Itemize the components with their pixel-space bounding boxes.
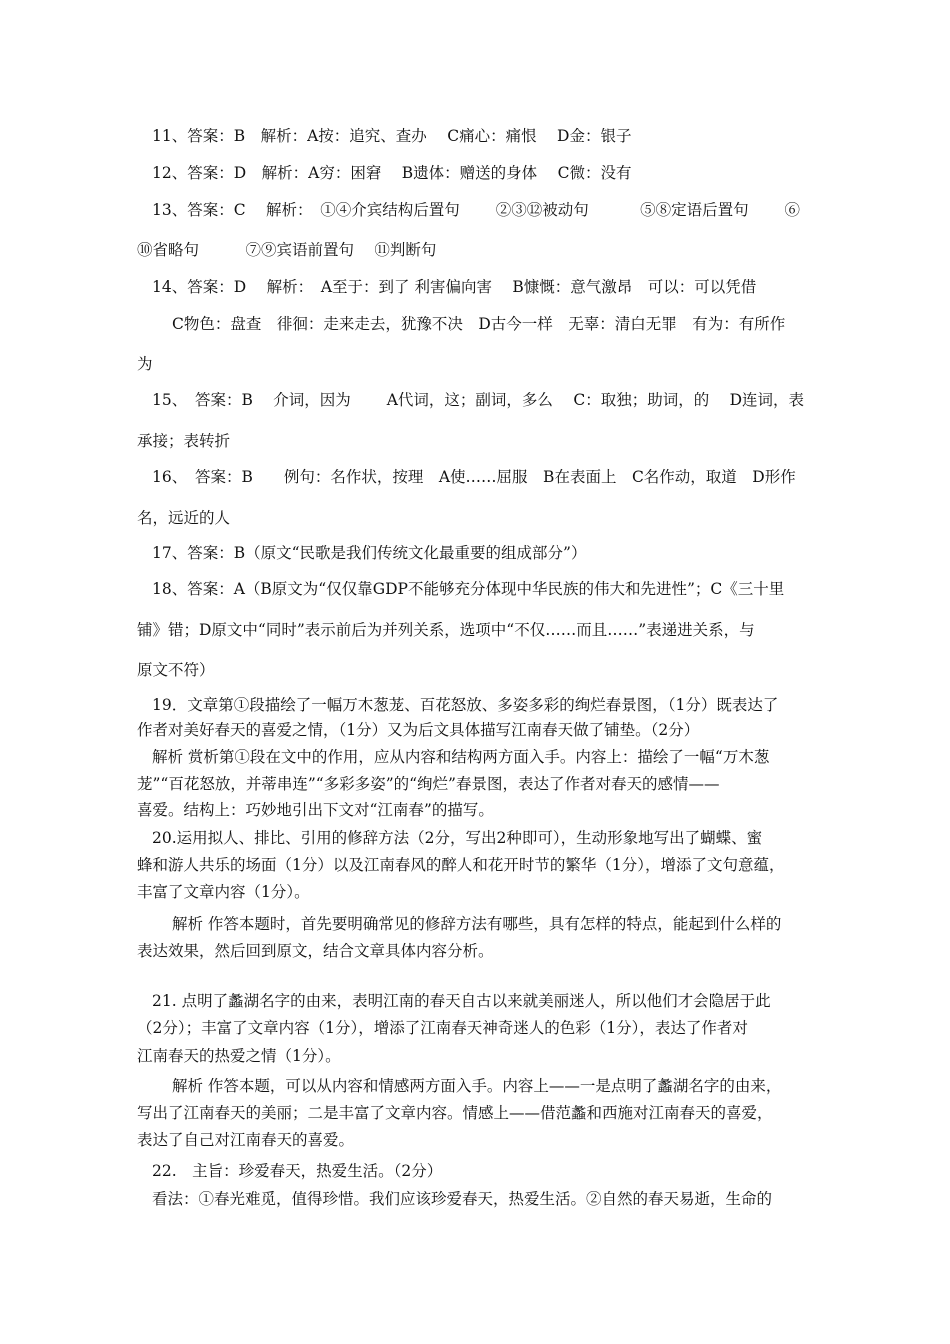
answer-13: 13、答案：C 解析： ①④介宾结构后置句 ②③⑫被动句 ⑤⑧定语后置句 ⑥ [152, 201, 801, 219]
answer-15-cont: 承接；表转折 [137, 432, 231, 450]
answer-21-cont: （2分）；丰富了文章内容（1分），增添了江南春天神奇迷人的色彩（1分），表达了作者对 [137, 1019, 748, 1037]
answer-18-cont: 原文不符） [137, 661, 215, 679]
answer-16: 16、 答案：B 例句：名作状，按理 A使……屈服 B在表面上 C名作动，取道 D形作 [152, 468, 796, 486]
analysis-19-cont: 喜爱。结构上：巧妙地引出下文对“江南春”的描写。 [137, 801, 494, 819]
analysis-19: 解析 赏析第①段在文中的作用，应从内容和结构两方面入手。内容上：描绘了一幅“万木葱 [152, 748, 770, 766]
answer-19-cont: 作者对美好春天的喜爱之情，（1分）又为后文具体描写江南春天做了铺垫。（2分） [137, 721, 700, 739]
analysis-20: 解析 作答本题时，首先要明确常见的修辞方法有哪些，具有怎样的特点，能起到什么样的 [172, 915, 782, 933]
answer-22-view: 看法：①春光难觅，值得珍惜。我们应该珍爱春天，热爱生活。②自然的春天易逝，生命的 [152, 1190, 773, 1208]
analysis-19-cont: 茏”“百花怒放，并蒂串连”“多彩多姿”的“绚烂”春景图，表达了作者对春天的感情—— [137, 775, 720, 793]
analysis-21: 解析 作答本题，可以从内容和情感两方面入手。内容上——一是点明了蠡湖名字的由来， [172, 1077, 782, 1095]
answer-14-cont: C物色：盘查 徘徊：走来走去，犹豫不决 D古今一样 无辜：清白无罪 有为：有所作 [172, 315, 786, 333]
answer-20-cont: 丰富了文章内容（1分）。 [137, 883, 310, 901]
answer-12: 12、答案：D 解析：A穷：困窘 B遗体：赠送的身体 C微：没有 [152, 164, 632, 182]
answer-19: 19．文章第①段描绘了一幅万木葱茏、百花怒放、多姿多彩的绚烂春景图，（1分）既表达了 [152, 696, 779, 714]
answer-14-cont: 为 [137, 355, 153, 373]
answer-17: 17、答案：B（原文“民歌是我们传统文化最重要的组成部分”） [152, 544, 587, 562]
analysis-21-cont: 表达了自己对江南春天的喜爱。 [137, 1131, 355, 1149]
answer-20-cont: 蜂和游人共乐的场面（1分）以及江南春风的醉人和花开时节的繁华（1分），增添了文句意蕴， [137, 856, 785, 874]
answer-11: 11、答案：B 解析：A按：追究、查办 C痛心：痛恨 D金：银子 [152, 127, 632, 145]
analysis-20-cont: 表达效果，然后回到原文，结合文章具体内容分析。 [137, 942, 494, 960]
answer-13-cont: ⑩省略句 ⑦⑨宾语前置句 ⑪判断句 [137, 241, 437, 259]
answer-21: 21. 点明了蠡湖名字的由来，表明江南的春天自古以来就美丽迷人，所以他们才会隐居于此 [152, 992, 771, 1010]
answer-18-cont: 铺》错；D原文中“同时”表示前后为并列关系，选项中“不仅……而且……”表递进关系，与 [137, 621, 755, 639]
answer-14: 14、答案：D 解析： A至于：到了 利害偏向害 B慷慨：意气激昂 可以：可以凭借 [152, 278, 757, 296]
analysis-21-cont: 写出了江南春天的美丽；二是丰富了文章内容。情感上——借范蠡和西施对江南春天的喜爱， [137, 1104, 773, 1122]
answer-21-cont: 江南春天的热爱之情（1分）。 [137, 1047, 341, 1065]
answer-16-cont: 名，远近的人 [137, 509, 231, 527]
answer-20: 20.运用拟人、排比、引用的修辞方法（2分，写出2种即可），生动形象地写出了蝴蝶、蜜 [152, 829, 763, 847]
answer-15: 15、 答案：B 介词，因为 A代词，这；副词，多么 C：取独；助词，的 D连词，表 [152, 391, 805, 409]
answer-18: 18、答案：A（B原文为“仅仅靠GDP不能够充分体现中华民族的伟大和先进性”；C《三十里 [152, 580, 785, 598]
answer-22: 22. 主旨：珍爱春天，热爱生活。（2分） [152, 1162, 443, 1180]
